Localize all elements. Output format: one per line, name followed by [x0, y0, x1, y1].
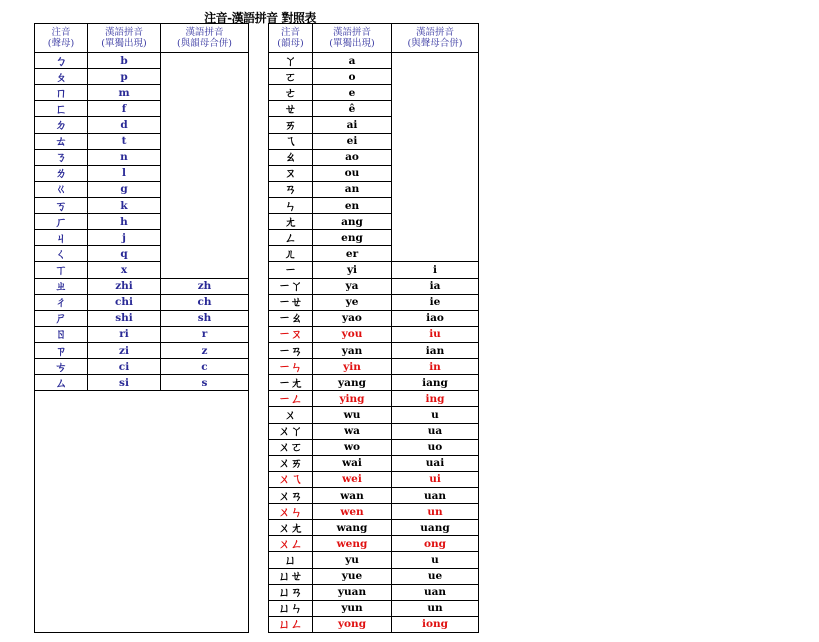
pinyin-combined: u	[392, 407, 479, 423]
zhuyin-symbol: ㄨㄣ	[269, 504, 313, 520]
pinyin-standalone: yao	[313, 310, 392, 326]
pinyin-standalone: wan	[313, 487, 392, 503]
zhuyin-symbol: ㄤ	[269, 214, 313, 230]
initials-table	[34, 23, 249, 633]
pinyin-combined: r	[161, 326, 249, 342]
pinyin-combined: in	[392, 359, 479, 375]
pinyin-combined: ie	[392, 294, 479, 310]
pinyin-standalone: wa	[313, 423, 392, 439]
table-row	[35, 342, 249, 358]
pinyin-combined: ch	[161, 294, 249, 310]
pinyin-standalone: er	[313, 246, 392, 262]
pinyin-standalone: wai	[313, 455, 392, 471]
pinyin-combined: iao	[392, 310, 479, 326]
zhuyin-symbol: ㄏ	[35, 214, 88, 230]
column-header-line: (聲母)	[47, 38, 75, 49]
zhuyin-symbol: ㄠ	[269, 149, 313, 165]
table-row	[269, 407, 479, 423]
pinyin-combined: iu	[392, 326, 479, 342]
zhuyin-symbol: ㄡ	[269, 165, 313, 181]
table-row	[269, 600, 479, 616]
pinyin-standalone: a	[313, 53, 392, 69]
empty-area	[35, 391, 249, 633]
pinyin-standalone: zhi	[88, 278, 161, 294]
zhuyin-symbol: ㄨㄚ	[269, 423, 313, 439]
table-row	[35, 326, 249, 342]
pinyin-standalone: m	[88, 85, 161, 101]
pinyin-combined: uan	[392, 487, 479, 503]
table-row	[269, 262, 479, 278]
zhuyin-symbol: ㄧㄡ	[269, 326, 313, 342]
zhuyin-symbol: ㄜ	[269, 85, 313, 101]
zhuyin-symbol: ㄧㄥ	[269, 391, 313, 407]
pinyin-standalone: ri	[88, 326, 161, 342]
zhuyin-symbol: ㄥ	[269, 230, 313, 246]
pinyin-standalone: eng	[313, 230, 392, 246]
zhuyin-symbol: ㄦ	[269, 246, 313, 262]
table-row	[269, 423, 479, 439]
zhuyin-symbol: ㄘ	[35, 359, 88, 375]
page-title: 注音-漢語拼音 對照表	[204, 11, 316, 25]
pinyin-standalone: an	[313, 181, 392, 197]
left-column-header	[88, 24, 161, 53]
zhuyin-symbol: ㄧㄚ	[269, 278, 313, 294]
zhuyin-symbol: ㄧㄣ	[269, 359, 313, 375]
pinyin-standalone: p	[88, 69, 161, 85]
zhuyin-symbol: ㄔ	[35, 294, 88, 310]
table-row	[269, 471, 479, 487]
table-row	[269, 616, 479, 632]
pinyin-combined: s	[161, 375, 249, 391]
pinyin-combined: ing	[392, 391, 479, 407]
zhuyin-symbol: ㄣ	[269, 197, 313, 213]
pinyin-standalone: wo	[313, 439, 392, 455]
pinyin-standalone: ci	[88, 359, 161, 375]
zhuyin-symbol: ㄊ	[35, 133, 88, 149]
pinyin-standalone: n	[88, 149, 161, 165]
pinyin-combined: iong	[392, 616, 479, 632]
zhuyin-symbol: ㄛ	[269, 69, 313, 85]
column-header-line: (與韻母合併)	[177, 38, 232, 49]
pinyin-combined: un	[392, 600, 479, 616]
column-header-line: 注音	[280, 27, 300, 38]
table-row	[35, 278, 249, 294]
column-header-line: 漢語拼音	[332, 27, 371, 38]
left-column-header	[35, 24, 88, 53]
pinyin-standalone: wu	[313, 407, 392, 423]
zhuyin-symbol: ㄕ	[35, 310, 88, 326]
zhuyin-symbol: ㄈ	[35, 101, 88, 117]
pinyin-combined: ian	[392, 342, 479, 358]
zhuyin-symbol: ㄨㄢ	[269, 487, 313, 503]
zhuyin-symbol: ㄙ	[35, 375, 88, 391]
zhuyin-symbol: ㄧㄢ	[269, 342, 313, 358]
zhuyin-symbol: ㄨ	[269, 407, 313, 423]
pinyin-standalone: ye	[313, 294, 392, 310]
zhuyin-symbol: ㄇ	[35, 85, 88, 101]
pinyin-standalone: o	[313, 69, 392, 85]
table-row	[269, 326, 479, 342]
pinyin-standalone: ying	[313, 391, 392, 407]
table-row	[269, 375, 479, 391]
pinyin-standalone: yong	[313, 616, 392, 632]
table-row	[269, 310, 479, 326]
table-row	[35, 53, 249, 69]
table-row	[269, 536, 479, 552]
pinyin-standalone: ei	[313, 133, 392, 149]
table-row	[269, 455, 479, 471]
zhuyin-symbol: ㄒ	[35, 262, 88, 278]
table-row	[269, 584, 479, 600]
column-header-line: 漢語拼音	[185, 27, 224, 38]
pinyin-standalone: yan	[313, 342, 392, 358]
pinyin-combined: zh	[161, 278, 249, 294]
pinyin-standalone: yuan	[313, 584, 392, 600]
zhuyin-symbol: ㄩㄥ	[269, 616, 313, 632]
pinyin-combined: c	[161, 359, 249, 375]
pinyin-standalone: yang	[313, 375, 392, 391]
pinyin-standalone: zi	[88, 342, 161, 358]
pinyin-standalone: en	[313, 197, 392, 213]
pinyin-standalone: x	[88, 262, 161, 278]
zhuyin-symbol: ㄐ	[35, 230, 88, 246]
zhuyin-symbol: ㄩㄝ	[269, 568, 313, 584]
pinyin-combined: ua	[392, 423, 479, 439]
table-row	[269, 342, 479, 358]
zhuyin-symbol: ㄧ	[269, 262, 313, 278]
zhuyin-symbol: ㄧㄤ	[269, 375, 313, 391]
pinyin-combined: u	[392, 552, 479, 568]
table-row	[35, 359, 249, 375]
zhuyin-symbol: ㄨㄤ	[269, 520, 313, 536]
zhuyin-symbol: ㄑ	[35, 246, 88, 262]
pinyin-standalone: yu	[313, 552, 392, 568]
pinyin-standalone: wang	[313, 520, 392, 536]
pinyin-combined: ong	[392, 536, 479, 552]
zhuyin-symbol: ㄍ	[35, 181, 88, 197]
table-row	[35, 310, 249, 326]
zhuyin-symbol: ㄢ	[269, 181, 313, 197]
empty-combined-cell	[161, 53, 249, 279]
pinyin-standalone: yun	[313, 600, 392, 616]
pinyin-combined: z	[161, 342, 249, 358]
pinyin-combined: sh	[161, 310, 249, 326]
column-header-line: (單獨出現)	[101, 38, 147, 49]
empty-combined-cell	[392, 53, 479, 262]
pinyin-combined: uang	[392, 520, 479, 536]
pinyin-standalone: shi	[88, 310, 161, 326]
left-header-row	[35, 24, 249, 53]
pinyin-combined: un	[392, 504, 479, 520]
pinyin-standalone: k	[88, 197, 161, 213]
zhuyin-symbol: ㄖ	[35, 326, 88, 342]
table-row	[35, 375, 249, 391]
table-row	[35, 294, 249, 310]
zhuyin-symbol: ㄅ	[35, 53, 88, 69]
table-row	[269, 391, 479, 407]
table-row	[269, 568, 479, 584]
zhuyin-symbol: ㄧㄝ	[269, 294, 313, 310]
pinyin-standalone: q	[88, 246, 161, 262]
pinyin-combined: i	[392, 262, 479, 278]
zhuyin-symbol: ㄚ	[269, 53, 313, 69]
zhuyin-symbol: ㄨㄛ	[269, 439, 313, 455]
right-column-header	[313, 24, 392, 53]
zhuyin-symbol: ㄨㄟ	[269, 471, 313, 487]
pinyin-standalone: ê	[313, 101, 392, 117]
pinyin-standalone: yin	[313, 359, 392, 375]
column-header-line: (韻母)	[277, 38, 304, 49]
pinyin-standalone: l	[88, 165, 161, 181]
zhuyin-symbol: ㄉ	[35, 117, 88, 133]
right-column-header	[269, 24, 313, 53]
zhuyin-symbol: ㄩㄢ	[269, 584, 313, 600]
pinyin-combined: ue	[392, 568, 479, 584]
pinyin-standalone: ang	[313, 214, 392, 230]
pinyin-standalone: ao	[313, 149, 392, 165]
pinyin-combined: ui	[392, 471, 479, 487]
pinyin-standalone: t	[88, 133, 161, 149]
finals-table	[268, 23, 479, 633]
right-header-row	[269, 24, 479, 53]
column-header-line: 漢語拼音	[104, 27, 143, 38]
zhuyin-symbol: ㄋ	[35, 149, 88, 165]
column-header-line: (與聲母合併)	[407, 38, 463, 49]
pinyin-standalone: j	[88, 230, 161, 246]
zhuyin-symbol: ㄝ	[269, 101, 313, 117]
table-row	[269, 294, 479, 310]
zhuyin-symbol: ㄗ	[35, 342, 88, 358]
pinyin-standalone: weng	[313, 536, 392, 552]
pinyin-standalone: h	[88, 214, 161, 230]
zhuyin-symbol: ㄨㄥ	[269, 536, 313, 552]
pinyin-combined: uan	[392, 584, 479, 600]
pinyin-combined: iang	[392, 375, 479, 391]
pinyin-standalone: ai	[313, 117, 392, 133]
empty-row	[35, 391, 249, 633]
pinyin-standalone: f	[88, 101, 161, 117]
table-row	[269, 278, 479, 294]
pinyin-combined: uo	[392, 439, 479, 455]
pinyin-standalone: you	[313, 326, 392, 342]
zhuyin-symbol: ㄩㄣ	[269, 600, 313, 616]
pinyin-standalone: ya	[313, 278, 392, 294]
zhuyin-symbol: ㄟ	[269, 133, 313, 149]
zhuyin-symbol: ㄨㄞ	[269, 455, 313, 471]
zhuyin-symbol: ㄩ	[269, 552, 313, 568]
zhuyin-symbol: ㄌ	[35, 165, 88, 181]
column-header-line: (單獨出現)	[329, 38, 375, 49]
table-row	[269, 439, 479, 455]
pinyin-standalone: chi	[88, 294, 161, 310]
pinyin-combined: uai	[392, 455, 479, 471]
table-row	[269, 520, 479, 536]
table-row	[269, 487, 479, 503]
pinyin-standalone: si	[88, 375, 161, 391]
pinyin-standalone: wei	[313, 471, 392, 487]
table-row	[269, 504, 479, 520]
pinyin-standalone: yi	[313, 262, 392, 278]
table-row	[269, 53, 479, 69]
column-header-line: 注音	[51, 27, 71, 38]
pinyin-standalone: wen	[313, 504, 392, 520]
right-column-header	[392, 24, 479, 53]
zhuyin-symbol: ㄓ	[35, 278, 88, 294]
pinyin-standalone: d	[88, 117, 161, 133]
pinyin-standalone: b	[88, 53, 161, 69]
pinyin-combined: ia	[392, 278, 479, 294]
zhuyin-symbol: ㄆ	[35, 69, 88, 85]
table-row	[269, 552, 479, 568]
pinyin-standalone: yue	[313, 568, 392, 584]
pinyin-standalone: e	[313, 85, 392, 101]
pinyin-standalone: g	[88, 181, 161, 197]
left-column-header	[161, 24, 249, 53]
zhuyin-symbol: ㄧㄠ	[269, 310, 313, 326]
pinyin-standalone: ou	[313, 165, 392, 181]
table-row	[269, 359, 479, 375]
zhuyin-symbol: ㄎ	[35, 197, 88, 213]
zhuyin-symbol: ㄞ	[269, 117, 313, 133]
column-header-line: 漢語拼音	[415, 27, 454, 38]
